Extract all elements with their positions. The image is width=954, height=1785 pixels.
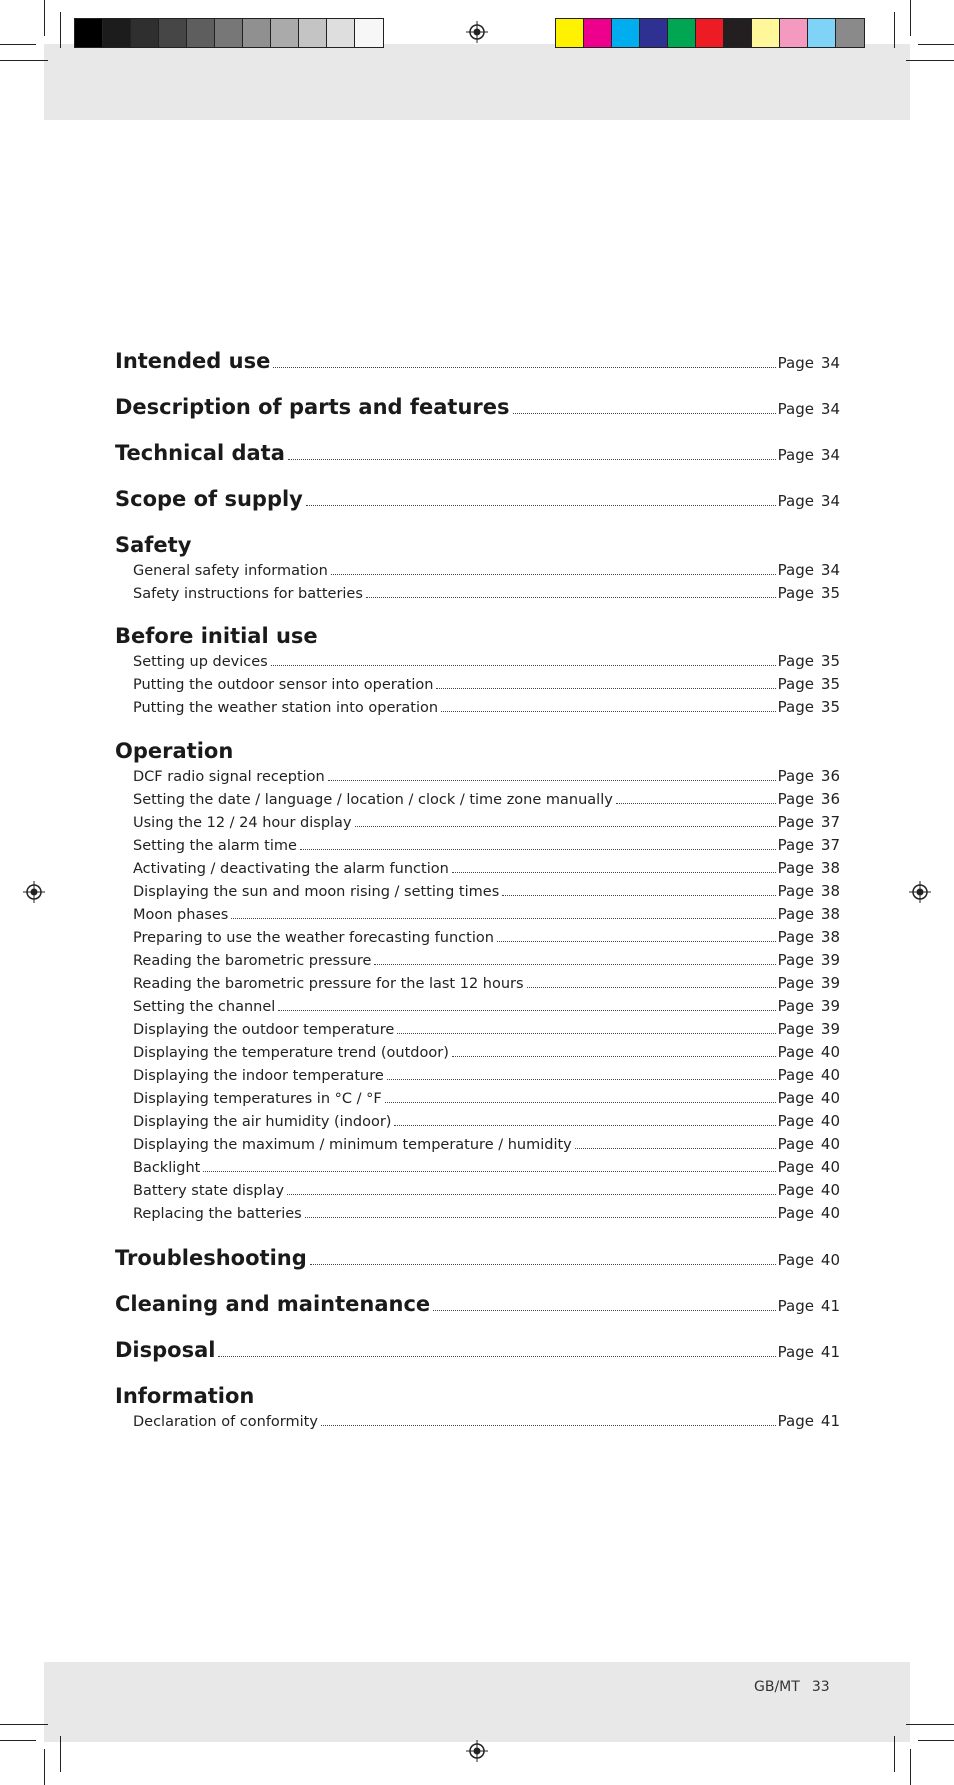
toc-entry-title: DCF radio signal reception [133,769,325,785]
dot-leader [231,918,775,919]
crop-mark [910,0,911,36]
toc-sub-entry[interactable] [133,790,840,808]
color-swatch [355,19,383,47]
dot-leader [355,826,776,827]
page-reference: Page 36 [777,767,840,785]
toc-entry-title: Scope of supply [115,487,303,511]
dot-leader [366,597,776,598]
crop-mark [44,1749,45,1785]
registration-mark-icon [23,881,45,903]
page-reference: Page 38 [777,882,840,900]
toc-entry-cleaning[interactable] [115,1292,840,1316]
toc-sub-entry[interactable] [133,1158,840,1176]
dot-leader [452,872,776,873]
toc-sub-entry[interactable] [133,652,840,670]
toc-entry-title: Cleaning and maintenance [115,1292,431,1316]
toc-entry-title: Reading the barometric pressure for the last 12 hours [133,976,524,992]
toc-sub-entry[interactable] [133,882,840,900]
page-reference: Page 40 [777,1089,840,1107]
toc-sub-entry[interactable] [133,1089,840,1107]
toc-entry-title: Displaying the maximum / minimum temperature / humidity [133,1137,572,1153]
toc-entry-title: Moon phases [133,907,229,923]
toc-entry-title: Displaying the air humidity (indoor) [133,1114,392,1130]
color-swatch [724,19,752,47]
color-swatch [75,19,103,47]
toc-entry-title: Backlight [133,1160,201,1176]
dot-leader [287,1194,776,1195]
dot-leader [300,849,776,850]
crop-mark [0,60,48,61]
toc-sub-entry[interactable] [133,1204,840,1222]
crop-mark [0,44,36,45]
crop-mark [918,1740,954,1741]
process-color-bar [555,18,865,48]
dot-leader [271,665,776,666]
dot-leader [331,574,776,575]
page-reference: Page 38 [777,859,840,877]
page-reference: Page 40 [777,1251,840,1269]
toc-entry-title: Intended use [115,349,271,373]
section-heading-before-initial-use: Before initial use [115,624,318,648]
toc-sub-entry[interactable] [133,1020,840,1038]
toc-sub-entry[interactable] [133,675,840,693]
toc-entry-title: Disposal [115,1338,216,1362]
toc-entry-title: Displaying temperatures in °C / °F [133,1091,382,1107]
toc-sub-entry[interactable] [133,1066,840,1084]
crop-mark [0,1724,48,1725]
page-reference: Page 39 [777,1020,840,1038]
color-swatch [780,19,808,47]
crop-mark [906,60,954,61]
crop-mark [894,12,895,48]
dot-leader [288,459,776,460]
toc-sub-entry[interactable] [133,905,840,923]
toc-entry-title: General safety information [133,563,328,579]
toc-entry-title: Displaying the temperature trend (outdoor) [133,1045,449,1061]
page-reference: Page 41 [777,1297,840,1315]
page-reference: Page 39 [777,997,840,1015]
toc-entry-title: Technical data [115,441,285,465]
dot-leader [452,1056,776,1057]
toc-sub-entry[interactable] [133,859,840,877]
page-reference: Page 41 [777,1343,840,1361]
color-swatch [836,19,864,47]
crop-mark [60,1736,61,1772]
page-reference: Page 35 [777,675,840,693]
page-reference: Page 39 [777,974,840,992]
toc-entry-title: Setting up devices [133,654,268,670]
color-swatch [215,19,243,47]
crop-mark [918,44,954,45]
page-reference: Page 40 [777,1043,840,1061]
toc-sub-entry[interactable] [133,928,840,946]
dot-leader [575,1148,776,1149]
toc-entry-title: Putting the weather station into operation [133,700,439,716]
toc-sub-entry[interactable] [133,997,840,1015]
toc-entry-title: Battery state display [133,1183,285,1199]
toc-entry-title: Troubleshooting [115,1246,307,1270]
toc-entry-title: Displaying the sun and moon rising / setting times [133,884,500,900]
color-swatch [103,19,131,47]
page-reference: Page 38 [777,905,840,923]
toc-sub-entry[interactable] [133,1043,840,1061]
toc-entry-title: Reading the barometric pressure [133,953,372,969]
toc-sub-entry[interactable] [133,698,840,716]
footer-page-number: 33 [811,1679,830,1695]
page-reference: Page 40 [777,1181,840,1199]
footer-locale: GB/MT [754,1679,800,1695]
toc-sub-entry[interactable] [133,951,840,969]
section-heading-operation: Operation [115,739,234,763]
toc-sub-entry[interactable] [133,1181,840,1199]
toc-entry-title: Setting the alarm time [133,838,297,854]
color-swatch [668,19,696,47]
toc-entry-title: Setting the channel [133,999,276,1015]
dot-leader [616,803,776,804]
dot-leader [306,505,776,506]
registration-mark-icon [909,881,931,903]
color-swatch [131,19,159,47]
dot-leader [203,1171,775,1172]
dot-leader [397,1033,775,1034]
dot-leader [374,964,775,965]
page-footer [754,1679,830,1695]
page-reference: Page 40 [777,1204,840,1222]
toc-sub-entry[interactable] [133,767,840,785]
color-swatch [584,19,612,47]
dot-leader [273,367,775,368]
registration-mark-icon [466,1740,488,1762]
dot-leader [502,895,775,896]
toc-sub-entry[interactable] [133,1135,840,1153]
toc-entry-title: Displaying the outdoor temperature [133,1022,395,1038]
page-reference: Page 37 [777,813,840,831]
color-swatch [327,19,355,47]
section-heading-information: Information [115,1384,255,1408]
toc-entry-title: Setting the date / language / location / clock / time zone manually [133,792,613,808]
page-reference: Page 39 [777,951,840,969]
toc-sub-entry[interactable] [133,1112,840,1130]
dot-leader [436,688,775,689]
toc-sub-entry[interactable] [133,561,840,579]
toc-entry-description[interactable] [115,395,840,419]
page-reference: Page 34 [777,354,840,372]
dot-leader [527,987,776,988]
toc-entry-title: Declaration of conformity [133,1414,318,1430]
page-reference: Page 34 [777,561,840,579]
color-swatch [271,19,299,47]
page-reference: Page 34 [777,446,840,464]
dot-leader [385,1102,776,1103]
color-swatch [808,19,836,47]
toc-entry-title: Preparing to use the weather forecasting function [133,930,494,946]
dot-leader [328,780,776,781]
header-band [44,44,910,120]
toc-entry-intended-use[interactable] [115,349,840,373]
toc-entry-troubleshooting[interactable] [115,1246,840,1270]
toc-entry-title: Using the 12 / 24 hour display [133,815,352,831]
toc-entry-title: Safety instructions for batteries [133,586,363,602]
crop-mark [44,0,45,36]
dot-leader [497,941,776,942]
color-swatch [299,19,327,47]
toc-sub-entry[interactable] [133,836,840,854]
page-reference: Page 38 [777,928,840,946]
toc-sub-entry[interactable] [133,974,840,992]
dot-leader [433,1310,775,1311]
crop-mark [910,1749,911,1785]
toc-entry-title: Putting the outdoor sensor into operation [133,677,434,693]
dot-leader [321,1425,776,1426]
color-swatch [187,19,215,47]
toc-entry-title: Activating / deactivating the alarm function [133,861,449,877]
toc-entry-scope-of-supply[interactable] [115,487,840,511]
page-reference: Page 35 [777,698,840,716]
footer-band [44,1662,910,1742]
toc-sub-entry[interactable] [133,1412,840,1430]
color-swatch [640,19,668,47]
page-reference: Page 41 [777,1412,840,1430]
dot-leader [394,1125,775,1126]
dot-leader [513,413,776,414]
toc-sub-entry[interactable] [133,584,840,602]
toc-entry-technical-data[interactable] [115,441,840,465]
toc-entry-title: Replacing the batteries [133,1206,302,1222]
dot-leader [310,1264,776,1265]
color-swatch [159,19,187,47]
crop-mark [906,1724,954,1725]
crop-mark [894,1736,895,1772]
toc-sub-entry[interactable] [133,813,840,831]
dot-leader [441,711,776,712]
page-reference: Page 36 [777,790,840,808]
page-reference: Page 40 [777,1135,840,1153]
toc-entry-title: Description of parts and features [115,395,510,419]
dot-leader [218,1356,775,1357]
page-reference: Page 35 [777,584,840,602]
page-reference: Page 40 [777,1158,840,1176]
page-reference: Page 40 [777,1066,840,1084]
page-reference: Page 37 [777,836,840,854]
color-swatch [752,19,780,47]
page-reference: Page 34 [777,492,840,510]
dot-leader [387,1079,776,1080]
page-reference: Page 34 [777,400,840,418]
dot-leader [278,1010,775,1011]
crop-mark [0,1740,36,1741]
page-reference: Page 35 [777,652,840,670]
toc-entry-title: Displaying the indoor temperature [133,1068,384,1084]
dot-leader [305,1217,776,1218]
page-reference: Page 40 [777,1112,840,1130]
toc-entry-disposal[interactable] [115,1338,840,1362]
crop-mark [60,12,61,48]
color-swatch [696,19,724,47]
grayscale-color-bar [74,18,384,48]
section-heading-safety: Safety [115,533,192,557]
registration-mark-icon [466,21,488,43]
color-swatch [243,19,271,47]
color-swatch [556,19,584,47]
color-swatch [612,19,640,47]
